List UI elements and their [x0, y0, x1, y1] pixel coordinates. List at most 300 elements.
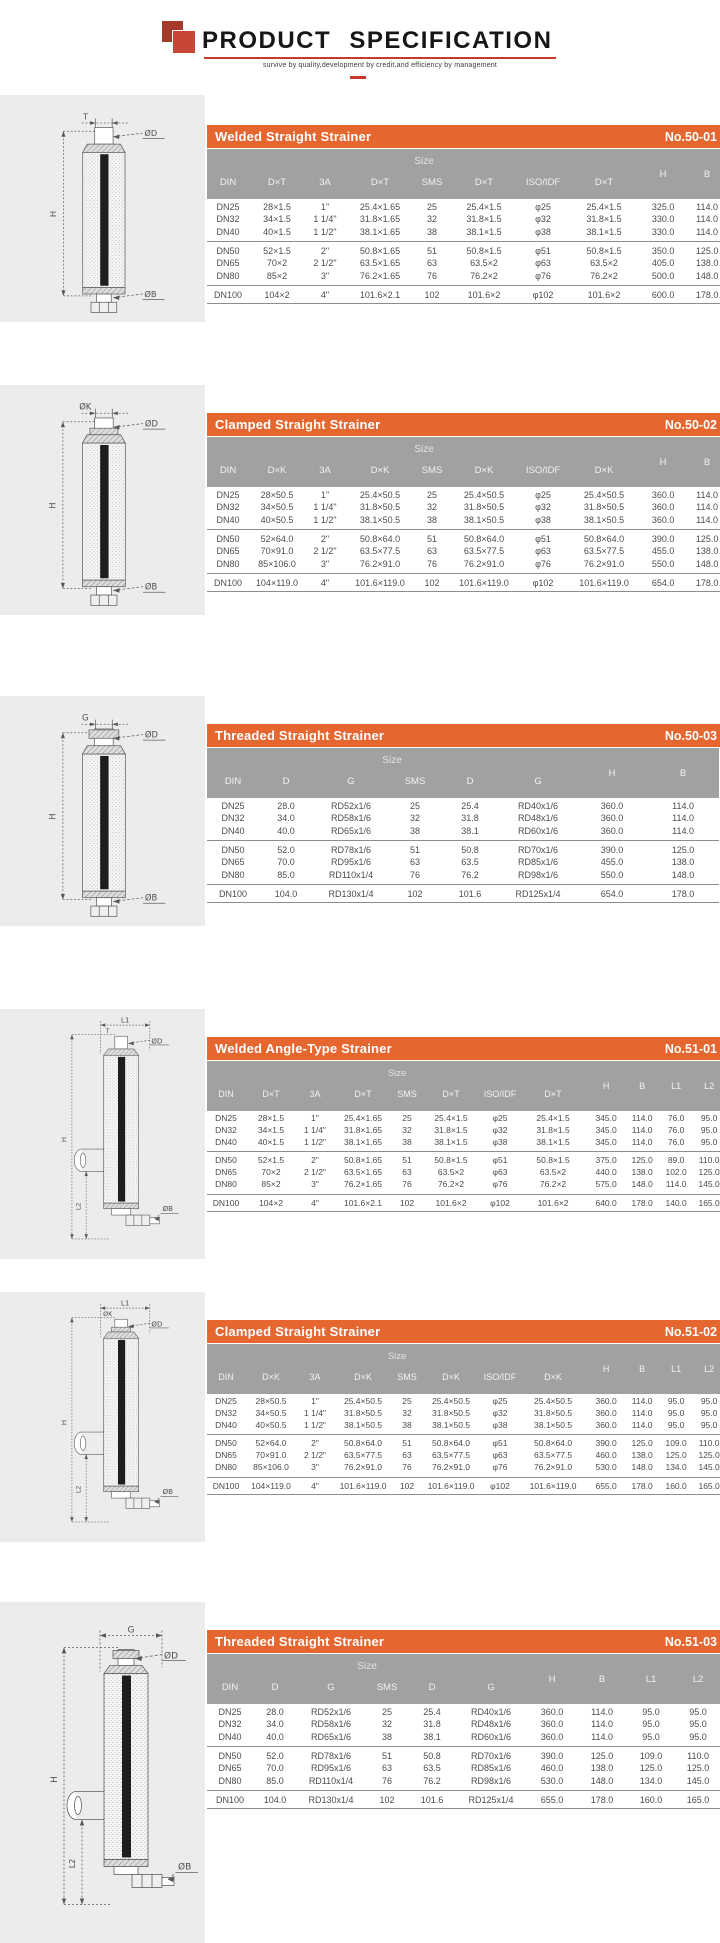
section-title: Clamped Straight Strainer — [215, 417, 381, 432]
table-cell: 148.0 — [631, 1178, 653, 1189]
table-cell: DN100 — [207, 885, 259, 903]
table-cell: 375.0 — [587, 1152, 625, 1167]
table-cell: 455.0 — [600, 857, 624, 868]
column-header: D×K — [370, 464, 390, 476]
table-cell: DN80 — [215, 1461, 237, 1472]
table-cell: 1 1/2" — [304, 1419, 326, 1430]
table-cell: 38.1×50.5 — [463, 514, 505, 525]
table-cell: 25.4×50.5 — [534, 1396, 573, 1406]
table-cell: 95.0 — [642, 1719, 660, 1730]
section-title-bar — [207, 413, 720, 436]
column-header: L2 — [704, 1364, 715, 1374]
column-header: D×K — [442, 1372, 460, 1382]
table-cell: 360.0 — [651, 490, 675, 500]
spec-table — [207, 1061, 720, 1212]
table-cell: DN80 — [216, 270, 240, 281]
table-cell: 138.0 — [590, 1763, 614, 1774]
table-cell: 114.0 — [672, 801, 694, 811]
dim-label-h: H — [47, 813, 58, 820]
table-cell: 110.0 — [693, 1152, 720, 1167]
table-cell: 140.0 — [659, 1194, 693, 1212]
table-cell: RD65x1/6 — [330, 825, 372, 836]
table-cell: 165.0 — [693, 1477, 720, 1495]
strainer-drawing — [0, 1297, 205, 1537]
table-cell: 25.4×1.65 — [343, 1113, 383, 1123]
table-cell: 38 — [409, 825, 420, 836]
table-cell: 3" — [320, 270, 330, 281]
table-cell: DN80 — [221, 869, 245, 880]
table-cell: φ32 — [492, 1124, 508, 1135]
table-cell: 76.2×91.0 — [359, 558, 401, 569]
table-row — [207, 856, 719, 868]
spec-table — [207, 437, 720, 592]
table-cell: 25.4×1.5 — [434, 1113, 468, 1123]
table-cell: 102 — [393, 1194, 421, 1212]
table-cell: 25.4×50.5 — [343, 1396, 383, 1406]
dim-label-h: H — [59, 1419, 69, 1426]
table-cell: 50.8×1.65 — [345, 242, 415, 258]
table-cell: RD65x1/6 — [310, 1731, 352, 1742]
table-cell: 460.0 — [540, 1763, 564, 1774]
table-cell: 25.4 — [461, 801, 479, 811]
table-cell: 51 — [393, 1435, 421, 1450]
table-cell: 114.0 — [665, 1178, 687, 1189]
table-cell: 102 — [365, 1791, 409, 1809]
table-cell: 34×50.5 — [260, 502, 294, 513]
spec-section — [207, 724, 720, 903]
table-cell: 104×119.0 — [249, 574, 305, 592]
table-cell: 4" — [305, 286, 345, 304]
table-cell: 95.0 — [700, 1396, 718, 1406]
table-cell: 38 — [402, 1136, 412, 1147]
table-row — [207, 514, 720, 530]
section-title: Clamped Straight Strainer — [215, 1324, 381, 1339]
section-code: No.51-03 — [664, 1634, 717, 1649]
table-cell: 32 — [409, 813, 420, 824]
table-cell: 25.4×1.65 — [359, 202, 401, 212]
table-cell: 38.1×1.5 — [466, 226, 502, 237]
table-cell: 1" — [320, 490, 330, 500]
table-cell: DN65 — [215, 1167, 237, 1178]
table-row — [207, 1125, 720, 1137]
table-cell: 114.0 — [631, 1419, 653, 1430]
table-cell: DN25 — [216, 202, 240, 212]
table-cell: 52×1.5 — [249, 242, 305, 258]
table-cell: 640.0 — [587, 1194, 625, 1212]
table-cell: 38 — [381, 1731, 392, 1742]
dim-label-out: ØB — [144, 892, 158, 903]
table-cell: 32 — [402, 1407, 412, 1418]
table-cell: 25.4×1.5 — [586, 202, 622, 212]
section-title-bar — [207, 724, 720, 747]
table-row — [207, 501, 720, 513]
table-cell: DN80 — [216, 558, 240, 569]
dim-label-out: ØB — [144, 581, 158, 592]
table-cell: 165.0 — [693, 1194, 720, 1212]
table-cell: 85.0 — [266, 1775, 284, 1786]
table-cell: RD98x1/6 — [471, 1775, 512, 1786]
column-header: L2 — [704, 1081, 715, 1091]
table-cell: 31.8×1.65 — [359, 214, 401, 225]
table-row — [207, 1704, 720, 1718]
table-cell: 455.0 — [651, 546, 675, 557]
table-cell: 160.0 — [659, 1477, 693, 1495]
table-cell: 160.0 — [627, 1791, 675, 1809]
row-group — [207, 1704, 720, 1747]
table-row — [207, 885, 719, 903]
table-cell: 1 1/2" — [313, 226, 337, 237]
table-cell: DN25 — [218, 1707, 242, 1717]
column-header: 3A — [319, 176, 331, 188]
table-cell: 109.0 — [627, 1747, 675, 1763]
table-row — [207, 286, 720, 304]
table-cell: 125.0 — [665, 1450, 687, 1461]
table-cell: φ102 — [481, 1477, 519, 1495]
table-cell: 25.4×50.5 — [463, 490, 505, 500]
table-cell: DN25 — [215, 1396, 237, 1406]
table-cell: DN65 — [218, 1763, 242, 1774]
table-cell: 38.1×50.5 — [359, 514, 401, 525]
table-cell: 63.5×77.5 — [359, 546, 401, 557]
size-header: Size — [387, 1351, 407, 1362]
table-cell: 148.0 — [590, 1775, 614, 1786]
table-cell: 52.0 — [259, 841, 313, 857]
section-title-bar — [207, 1320, 720, 1343]
table-row — [207, 1775, 720, 1791]
table-cell: 40×50.5 — [260, 514, 294, 525]
table-cell: 148.0 — [631, 1461, 653, 1472]
table-cell: 2 1/2" — [313, 546, 337, 557]
table-cell: DN65 — [215, 1450, 237, 1461]
section-title-bar — [207, 125, 720, 148]
table-cell: 63 — [402, 1167, 412, 1178]
table-cell: 1" — [311, 1396, 319, 1406]
table-cell: 101.6×2 — [449, 286, 519, 304]
table-cell: 76.2×1.65 — [343, 1178, 383, 1189]
column-header: D×T — [262, 1089, 280, 1099]
table-row — [207, 1111, 720, 1125]
table-cell: 38 — [426, 226, 437, 237]
table-cell: 25 — [381, 1707, 392, 1717]
table-cell: φ51 — [481, 1152, 519, 1167]
section-title: Threaded Straight Strainer — [215, 728, 385, 743]
table-cell: 390.0 — [527, 1747, 577, 1763]
table-cell: 101.6×2 — [421, 1194, 481, 1212]
table-cell: 50.8×64.0 — [449, 530, 519, 546]
table-cell: RD52x1/6 — [330, 801, 372, 811]
row-group — [207, 1394, 720, 1435]
table-row — [207, 1762, 720, 1774]
dim-label-h: H — [59, 1136, 69, 1143]
dim-label-dia: ØD — [151, 1036, 163, 1046]
table-row — [207, 270, 720, 286]
table-cell: 31.8×50.5 — [463, 502, 505, 513]
table-cell: 34.0 — [266, 1719, 284, 1730]
section-title: Welded Straight Strainer — [215, 129, 372, 144]
table-cell: φ76 — [492, 1178, 508, 1189]
table-cell: 104.0 — [259, 885, 313, 903]
table-cell: DN100 — [207, 1791, 253, 1809]
dim-label-h: H — [50, 1776, 60, 1783]
table-cell: 63.5×77.5 — [431, 1450, 471, 1461]
table-cell: 178.0 — [577, 1791, 627, 1809]
table-cell: 38.1×50.5 — [534, 1419, 573, 1430]
table-cell: 114.0 — [631, 1113, 653, 1123]
table-cell: RD125x1/4 — [455, 1791, 527, 1809]
column-header: G — [487, 1681, 495, 1693]
table-row — [207, 545, 720, 557]
table-cell: 178.0 — [685, 286, 720, 304]
table-cell: φ51 — [519, 242, 567, 258]
table-cell: RD85x1/6 — [471, 1763, 512, 1774]
column-header: ISO/IDF — [525, 176, 561, 188]
table-cell: 114.0 — [696, 514, 718, 525]
dim-label-out: ØB — [144, 288, 157, 299]
table-row — [207, 1194, 720, 1212]
table-cell: 114.0 — [696, 214, 718, 225]
table-cell: 138.0 — [695, 546, 719, 557]
size-header: Size — [414, 444, 434, 455]
drawing-panel — [0, 1602, 205, 1943]
table-cell: 76 — [381, 1775, 392, 1786]
table-row — [207, 1450, 720, 1462]
table-row — [207, 226, 720, 242]
table-cell: 50.8×64.0 — [567, 530, 641, 546]
table-cell: 345.0 — [595, 1113, 617, 1123]
table-cell: 95.0 — [700, 1113, 718, 1123]
table-cell: 76.0 — [667, 1124, 685, 1135]
table-cell: 1 1/4" — [313, 502, 337, 513]
table-cell: 390.0 — [641, 530, 685, 546]
column-header: H — [548, 1673, 556, 1685]
table-cell: φ38 — [492, 1419, 508, 1430]
table-cell: 38 — [426, 514, 437, 525]
table-cell: 125.0 — [647, 841, 719, 857]
table-cell: DN50 — [207, 530, 249, 546]
table-row — [207, 1477, 720, 1495]
table-cell: 114.0 — [631, 1124, 653, 1135]
column-header: B — [598, 1673, 606, 1685]
row-group — [207, 798, 719, 841]
column-header: 3A — [319, 464, 331, 476]
column-header: G — [534, 775, 542, 787]
table-cell: DN50 — [207, 841, 259, 857]
table-cell: 575.0 — [595, 1178, 617, 1189]
table-cell: 114.0 — [696, 226, 718, 237]
table-cell: 63 — [409, 857, 420, 868]
dim-label-l2: L2 — [75, 1202, 83, 1211]
column-header: ISO/IDF — [525, 464, 561, 476]
table-cell: φ25 — [492, 1113, 508, 1123]
table-cell: 95.0 — [700, 1419, 718, 1430]
table-cell: 70×91.0 — [260, 546, 294, 557]
table-cell: φ25 — [535, 490, 551, 500]
table-cell: 34.0 — [277, 813, 295, 824]
table-cell: 50.8×64.0 — [519, 1435, 587, 1450]
table-header — [207, 149, 720, 199]
table-row — [207, 825, 719, 841]
table-cell: 101.6×2.1 — [333, 1194, 393, 1212]
table-cell: 345.0 — [595, 1136, 617, 1147]
table-cell: 148.0 — [695, 558, 719, 569]
row-group — [207, 1194, 720, 1212]
column-header: D×T — [594, 176, 614, 188]
table-cell: 178.0 — [625, 1194, 659, 1212]
table-cell: 95.0 — [700, 1124, 718, 1135]
table-row — [207, 812, 719, 824]
row-group — [207, 242, 720, 286]
table-cell: φ32 — [535, 214, 551, 225]
table-cell: 2" — [305, 242, 345, 258]
table-cell: 360.0 — [595, 1407, 617, 1418]
dim-label-neck: ØK — [103, 1311, 113, 1319]
table-cell: RD110x1/4 — [328, 869, 374, 880]
table-cell: 360.0 — [600, 813, 624, 824]
table-cell: 104.0 — [253, 1791, 297, 1809]
table-cell: 655.0 — [527, 1791, 577, 1809]
table-cell: 345.0 — [595, 1124, 617, 1135]
table-cell: 76.2×91.0 — [583, 558, 625, 569]
table-cell: RD48x1/6 — [471, 1719, 512, 1730]
table-cell: 3" — [311, 1461, 319, 1472]
table-cell: 95.0 — [689, 1719, 707, 1730]
table-cell: DN32 — [221, 813, 245, 824]
table-cell: DN25 — [221, 801, 245, 811]
size-header: Size — [387, 1068, 407, 1079]
table-cell: 38 — [402, 1419, 412, 1430]
table-cell: 76.2×91.0 — [463, 558, 505, 569]
table-cell: 360.0 — [540, 1731, 564, 1742]
table-cell: 360.0 — [600, 801, 624, 811]
table-cell: 50.8 — [409, 1747, 455, 1763]
table-cell: 2" — [297, 1435, 333, 1450]
size-header: Size — [414, 156, 434, 167]
table-cell: 85×2 — [261, 1178, 281, 1189]
table-cell: DN50 — [207, 1152, 245, 1167]
drawing-panel — [0, 696, 205, 926]
table-cell: 114.0 — [631, 1407, 653, 1418]
table-row — [207, 242, 720, 258]
drawing-panel — [0, 385, 205, 615]
table-cell: RD60x1/6 — [518, 825, 559, 836]
table-cell: 63.5×1.65 — [359, 258, 401, 269]
table-cell: RD70x1/6 — [455, 1747, 527, 1763]
table-cell: RD58x1/6 — [330, 813, 372, 824]
table-cell: 52×64.0 — [245, 1435, 297, 1450]
table-cell: 70.0 — [277, 857, 295, 868]
table-cell: 63.5×77.5 — [583, 546, 625, 557]
table-cell: φ38 — [535, 514, 551, 525]
row-group — [207, 487, 720, 530]
table-cell: 34×1.5 — [257, 1124, 285, 1135]
table-cell: 76.2×2 — [470, 270, 498, 281]
table-cell: 31.8×50.5 — [359, 502, 401, 513]
column-header: D×K — [354, 1372, 372, 1382]
dim-label-dia: ØD — [164, 1651, 179, 1662]
table-cell: 148.0 — [671, 869, 695, 880]
column-header: ISO/IDF — [483, 1372, 517, 1382]
table-cell: φ32 — [492, 1407, 508, 1418]
table-cell: 25 — [402, 1396, 412, 1406]
table-cell: 138.0 — [671, 857, 695, 868]
table-cell: 52.0 — [253, 1747, 297, 1763]
table-cell: RD58x1/6 — [310, 1719, 352, 1730]
table-cell: 28.0 — [277, 801, 295, 811]
table-cell: φ63 — [535, 258, 551, 269]
table-cell: 63.5×2 — [539, 1167, 567, 1178]
table-cell: RD48x1/6 — [518, 813, 559, 824]
table-cell: 104×2 — [249, 286, 305, 304]
table-cell: RD130x1/4 — [297, 1791, 365, 1809]
table-cell: 145.0 — [686, 1775, 710, 1786]
table-cell: 102 — [415, 574, 449, 592]
column-header: B — [679, 767, 687, 779]
table-cell: RD95x1/6 — [310, 1763, 352, 1774]
table-cell: 50.8×64.0 — [333, 1435, 393, 1450]
row-group — [207, 1791, 720, 1809]
table-cell: φ51 — [481, 1435, 519, 1450]
table-cell: 76.2×91.0 — [534, 1461, 573, 1472]
row-group — [207, 1477, 720, 1495]
spec-table-wrap — [207, 437, 720, 592]
table-cell: 1" — [311, 1113, 319, 1123]
strainer-drawing — [0, 1014, 205, 1254]
column-header: L2 — [692, 1673, 704, 1685]
column-header: DIN — [218, 1372, 234, 1382]
table-cell: 38.1×1.65 — [359, 226, 401, 237]
table-cell: 1 1/2" — [313, 514, 337, 525]
table-cell: 148.0 — [695, 270, 719, 281]
table-cell: 70×91.0 — [255, 1450, 287, 1461]
dim-label-neck: ØK — [79, 401, 92, 412]
spec-section — [207, 1037, 720, 1212]
table-cell: DN100 — [207, 574, 249, 592]
section-title-bar — [207, 1630, 720, 1653]
table-cell: RD95x1/6 — [330, 857, 372, 868]
table-cell: 28×50.5 — [260, 490, 294, 500]
table-cell: DN100 — [207, 286, 249, 304]
dim-label-neck: G — [82, 712, 89, 723]
dim-label-h: H — [47, 502, 58, 509]
table-cell: DN100 — [207, 1194, 245, 1212]
table-row — [207, 1152, 720, 1167]
column-header: D×K — [594, 464, 614, 476]
table-header — [207, 1344, 720, 1394]
table-row — [207, 1137, 720, 1152]
table-cell: 114.0 — [672, 813, 694, 824]
table-cell: DN65 — [216, 546, 240, 557]
dim-label-topdim: G — [127, 1625, 135, 1636]
table-cell: 38.1×1.5 — [434, 1136, 468, 1147]
table-cell: DN40 — [221, 825, 245, 836]
table-cell: 114.0 — [672, 825, 694, 836]
table-cell: DN65 — [221, 857, 245, 868]
table-cell: 63.5×2 — [470, 258, 498, 269]
table-cell: 145.0 — [698, 1461, 720, 1472]
row-group — [207, 1435, 720, 1477]
table-cell: 25 — [426, 490, 437, 500]
table-cell: DN50 — [207, 1747, 253, 1763]
column-header: 3A — [309, 1089, 321, 1099]
table-cell: 28.0 — [266, 1707, 284, 1717]
dim-label-topdim: L1 — [120, 1015, 130, 1025]
table-cell: DN50 — [207, 1435, 245, 1450]
table-cell: 50.8×1.65 — [333, 1152, 393, 1167]
table-cell: 76.2×2 — [539, 1178, 567, 1189]
dim-label-dia: ØD — [144, 729, 158, 740]
table-cell: 654.0 — [641, 574, 685, 592]
table-cell: 50.8×1.5 — [519, 1152, 587, 1167]
